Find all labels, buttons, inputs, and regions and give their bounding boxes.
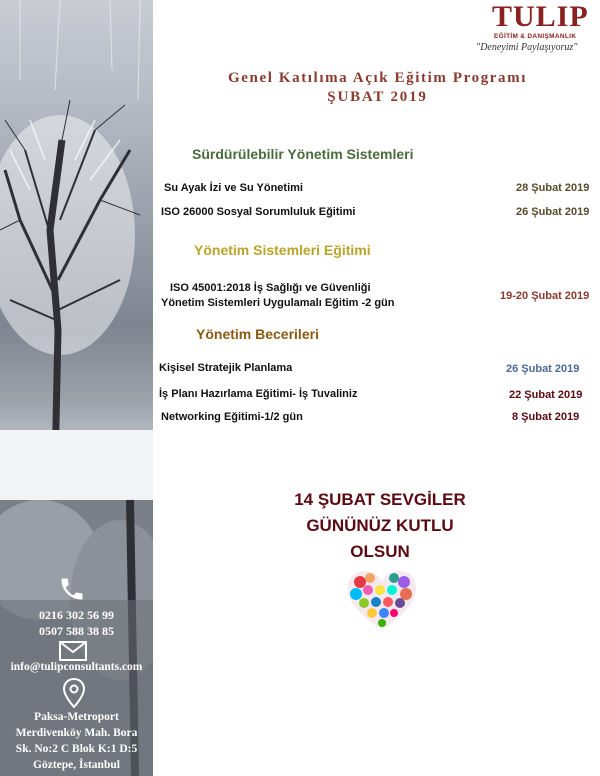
course-date-water-footprint: 28 Şubat 2019 <box>516 182 590 194</box>
greeting-line-2: GÜNÜNÜZ KUTLU <box>306 516 454 535</box>
course-title-business-plan: İş Planı Hazırlama Eğitimi- İş Tuvaliniz <box>159 388 358 400</box>
brand-subtitle: EĞİTİM & DANIŞMANLIK <box>494 33 577 40</box>
course-title-water-footprint: Su Ayak İzi ve Su Yönetimi <box>164 182 303 194</box>
course-title-iso45001-line2: Yönetim Sistemleri Uygulamalı Eğitim -2 gün <box>161 297 395 309</box>
section-heading-sustainable: Sürdürülebilir Yönetim Sistemleri <box>192 146 414 162</box>
phone-icon <box>58 575 86 603</box>
course-title-iso26000: ISO 26000 Sosyal Sorumluluk Eğitimi <box>161 206 356 218</box>
section-heading-management-systems: Yönetim Sistemleri Eğitimi <box>194 242 371 258</box>
heart-hands-icon <box>346 570 418 632</box>
course-date-networking: 8 Şubat 2019 <box>512 411 580 423</box>
section-heading-management-skills: Yönetim Becerileri <box>196 326 319 342</box>
greeting-line-3: OLSUN <box>350 542 410 561</box>
brand-logo: TULIP <box>492 0 589 33</box>
course-title-networking: Networking Eğitimi-1/2 gün <box>161 411 303 423</box>
course-title-strategic-planning: Kişisel Stratejik Planlama <box>159 362 293 374</box>
course-date-iso45001: 19-20 Şubat 2019 <box>500 290 590 302</box>
location-pin-icon <box>62 678 86 708</box>
email-link[interactable]: info@tulipconsultants.com <box>10 661 143 673</box>
phone-number-1[interactable]: 0216 302 56 99 <box>39 608 114 622</box>
brand-tagline: "Deneyimi Paylaşıyoruz" <box>476 42 578 53</box>
course-date-strategic-planning: 26 Şubat 2019 <box>506 363 580 375</box>
address-line-4: Göztepe, İstanbul <box>33 759 120 771</box>
address-line-2: Merdivenköy Mah. Bora <box>15 727 138 739</box>
program-title: Genel Katılıma Açık Eğitim Programı <box>227 70 528 86</box>
winter-photo-sidebar <box>0 0 153 776</box>
greeting-line-1: 14 ŞUBAT SEVGİLER <box>294 490 466 509</box>
program-month: ŞUBAT 2019 <box>327 89 428 105</box>
address-line-3: Sk. No:2 C Blok K:1 D:5 <box>15 743 138 755</box>
address-line-1: Paksa-Metroport <box>34 711 119 723</box>
course-date-iso26000: 26 Şubat 2019 <box>516 206 590 218</box>
phone-number-2[interactable]: 0507 588 38 85 <box>39 624 114 638</box>
envelope-icon <box>59 641 87 661</box>
course-title-iso45001-line1: ISO 45001:2018 İş Sağlığı ve Güvenliği <box>170 282 371 294</box>
course-date-business-plan: 22 Şubat 2019 <box>509 389 583 401</box>
